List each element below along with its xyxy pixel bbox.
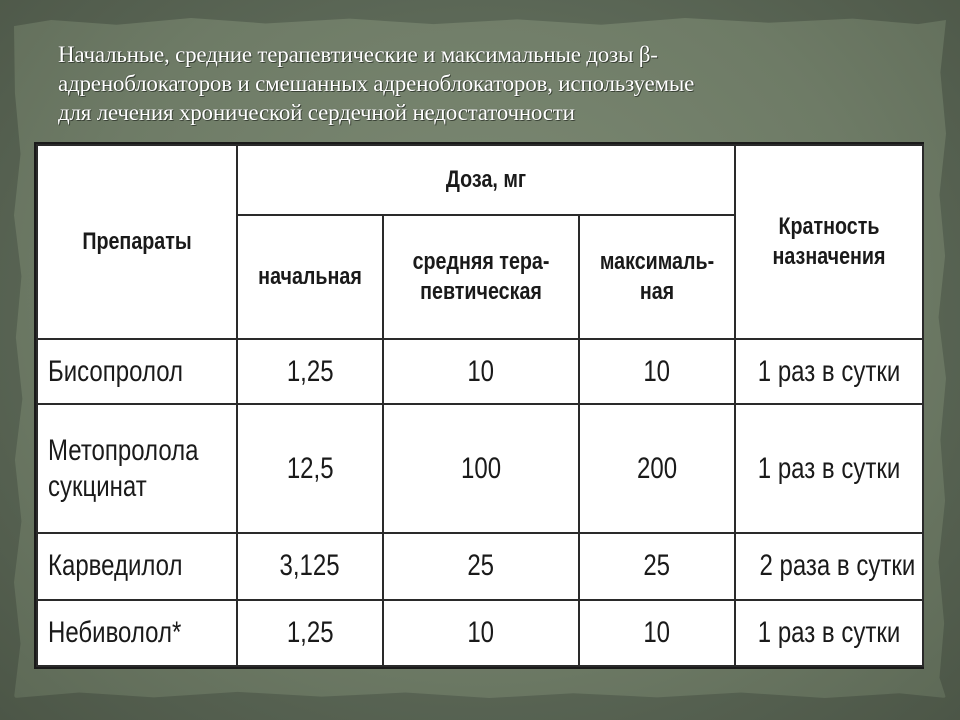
drug-name-cell: Бисопролол [37,339,237,404]
header-dose-mid: средняя тера- певтическая [401,215,562,339]
header-dose-group: Доза, мг [282,145,690,215]
dose-mid-cell: 100 [383,404,579,533]
dose-initial-cell: 1,25 [237,339,383,404]
frequency-cell: 1 раз в сутки [735,404,923,533]
drug-name-cell: Карведилол [37,533,237,599]
header-dose-initial: начальная [250,215,370,339]
frequency-cell: 1 раз в сутки [735,600,923,666]
dose-initial-cell: 12,5 [237,404,383,533]
dose-mid-cell: 25 [383,533,579,599]
table-row [37,600,923,666]
dosage-table-grid [36,144,924,667]
slide-title [58,40,898,127]
title-line-3: для лечения хронической сердечной недостаточности [58,100,575,125]
header-drugs: Препараты [55,145,219,339]
frequency-cell: 1 раз в сутки [735,339,923,404]
title-line-1: Начальные, средние терапевтические и максимальные дозы β- [58,42,658,67]
table-row [37,533,923,599]
header-frequency: Кратность назначения [752,145,906,339]
table-row [37,404,923,533]
table-row [37,339,923,404]
dose-initial-cell: 3,125 [237,533,383,599]
dose-mid-cell: 10 [383,600,579,666]
title-line-2: адреноблокаторов и смешанных адреноблокаторов, используемые [58,71,695,96]
header-dose-max: максималь- ная [593,215,721,339]
dose-max-cell: 10 [579,600,735,666]
dose-max-cell: 200 [579,404,735,533]
dose-max-cell: 10 [579,339,735,404]
drug-name-cell: Метопролола сукцинат [37,404,237,533]
drug-name-cell: Небиволол* [37,600,237,666]
dose-max-cell: 25 [579,533,735,599]
frequency-cell: 2 раза в сутки [735,533,923,599]
dose-mid-cell: 10 [383,339,579,404]
dose-initial-cell: 1,25 [237,600,383,666]
dosage-table [34,142,924,669]
